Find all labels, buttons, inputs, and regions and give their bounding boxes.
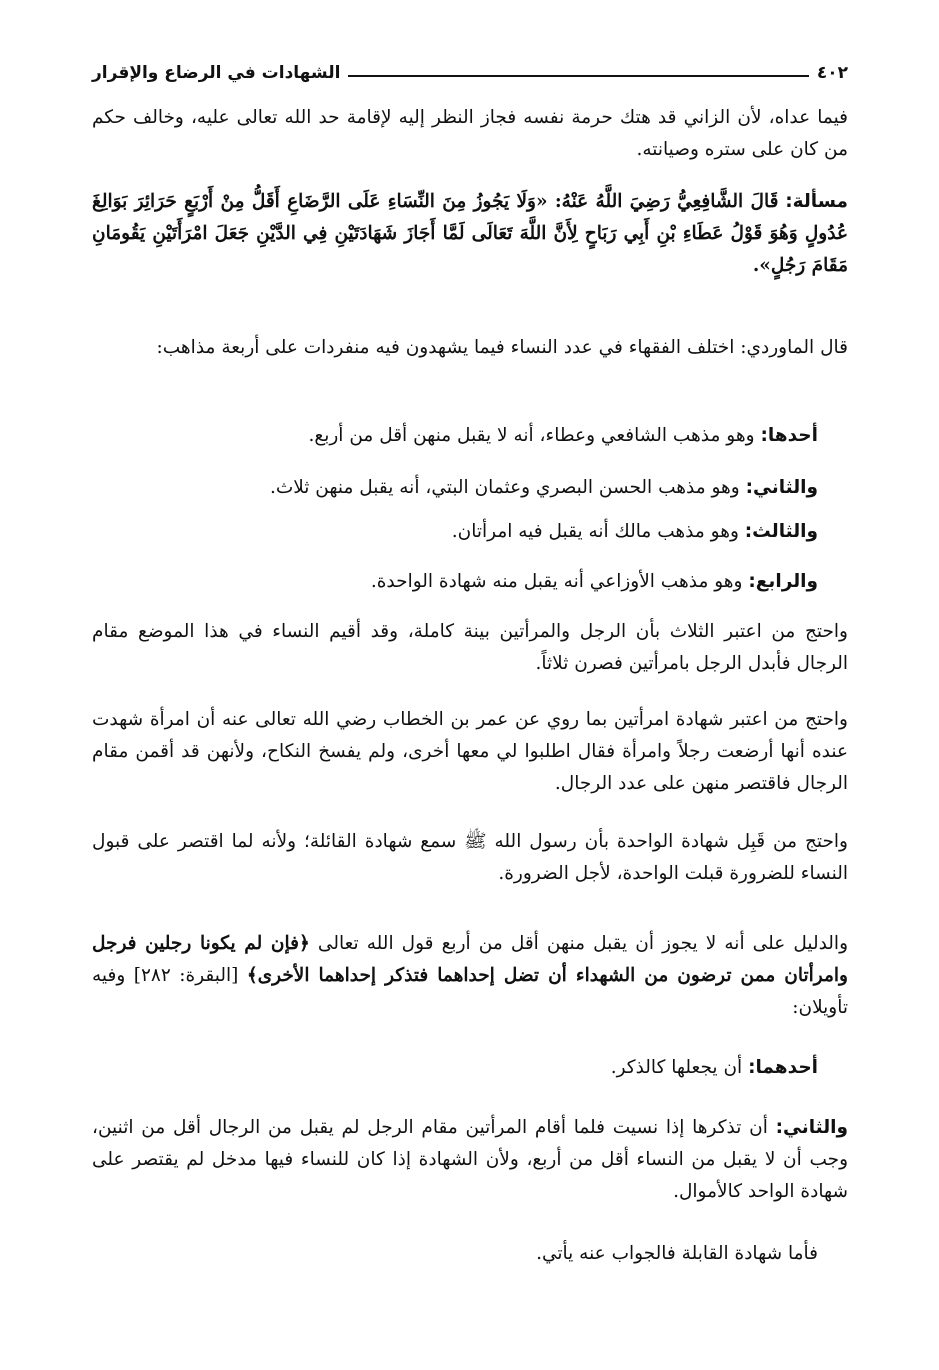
paragraph-text: قال الماوردي: اختلف الفقهاء في عدد النساء فيما يشهدون فيه منفردات على أربعة مذاهب: <box>156 337 848 358</box>
closing-paragraph <box>92 1238 818 1270</box>
header-rule <box>348 75 808 77</box>
madhhab-body: وهو مذهب الشافعي وعطاء، أنه لا يقبل منهن أقل من أربع. <box>308 425 755 446</box>
verse-reference: [البقرة: ٢٨٢] وفيه تأويلان: <box>92 965 848 1018</box>
madhhab-text <box>92 420 818 452</box>
running-title: الشهادات في الرضاع والإقرار <box>92 63 341 83</box>
masala-label: مسألة: <box>785 191 848 212</box>
masala-text <box>92 186 848 282</box>
paragraph-text: فأما شهادة القابلة فالجواب عنه يأتي. <box>536 1243 818 1264</box>
quran-verse: ﴿فإن لم يكونا رجلين فرجل وامرأتان ممن ترضون من الشهداء أن تضل إحداهما فتذكر إحداهما الأخرى﴾ <box>92 933 848 986</box>
paragraph-text: فيما عداه، لأن الزاني قد هتك حرمة نفسه فجاز النظر إليه لإقامة حد الله تعالى عليه، وخالف حكم من كان على ستره وصيانته. <box>92 107 848 160</box>
argument-three <box>92 616 848 680</box>
madhhab-label: والرابع: <box>748 571 818 592</box>
madhhab-3 <box>92 516 818 548</box>
madhhab-body: وهو مذهب الأوزاعي أنه يقبل منه شهادة الواحدة. <box>370 571 743 592</box>
interpretation-body: أن يجعلها كالذكر. <box>610 1057 743 1078</box>
madhhab-label: والثالث: <box>744 521 818 542</box>
page-header <box>92 58 848 88</box>
shafii-quote: قَالَ الشَّافِعِيُّ رَضِيَ اللَّهُ عَنْهُ: «وَلَا يَجُوزُ مِنَ النِّسَاءِ عَلَى الرَّضَاعِ أَقَلُّ مِنْ أَرْبَعٍ حَرَائِرَ بَوَالِغَ عُدُولٍ وَهُوَ قَوْلُ عَطَاءِ بْنِ أَبِي رَبَاحٍ لِأَنَّ اللَّهَ تَعَالَى لَمَّا أَجَازَ شَهَادَتَيْنِ فِي الدَّيْنِ جَعَلَ امْرَأَتَيْنِ يَقُومَانِ مَقَامَ رَجُلٍ». <box>92 191 848 276</box>
mawardi-paragraph <box>92 332 848 364</box>
argument-two <box>92 704 848 800</box>
interpretation-2 <box>92 1112 848 1208</box>
madhhab-1 <box>92 420 818 452</box>
interpretation-1 <box>92 1052 818 1084</box>
masala-paragraph <box>92 186 848 282</box>
madhhab-text <box>92 516 818 548</box>
madhhab-4 <box>92 566 818 598</box>
interpretation-body: أن تذكرها إذا نسيت فلما أقام المرأتين مقام الرجل لم يقبل من الرجال أقل من اثنين، وجب أن لا يقبل من النساء أقل من أربع، ولأن الشهادة إذا كان للنساء فيها مدخل لم يقتصر على شهادة الواحد كالأموال. <box>92 1117 848 1202</box>
interpretation-label: أحدهما: <box>748 1057 818 1078</box>
interpretation-label: والثاني: <box>775 1117 848 1138</box>
evidence-text <box>92 928 848 1024</box>
evidence-intro: والدليل على أنه لا يجوز أن يقبل منهن أقل من أربع قول الله تعالى <box>317 933 849 954</box>
paragraph-text: واحتج من قَبِل شهادة الواحدة بأن رسول الله ﷺ سمع شهادة القائلة؛ ولأنه لما اقتصر على قبول النساء للضرورة قبلت الواحدة، لأجل الضرورة. <box>92 831 848 884</box>
madhhab-body: وهو مذهب الحسن البصري وعثمان البتي، أنه يقبل منهن ثلاث. <box>269 477 740 498</box>
page-number: ٤٠٢ <box>816 63 848 83</box>
madhhab-body: وهو مذهب مالك أنه يقبل فيه امرأتان. <box>451 521 739 542</box>
madhhab-text <box>92 472 818 504</box>
paragraph-text: واحتج من اعتبر الثلاث بأن الرجل والمرأتين بينة كاملة، وقد أقيم النساء في هذا الموضع مقام الرجال فأبدل الرجل بامرأتين فصرن ثلاثاً. <box>92 621 848 674</box>
argument-one <box>92 826 848 890</box>
madhhab-2 <box>92 472 818 504</box>
madhhab-label: أحدها: <box>760 425 818 446</box>
madhhab-label: والثاني: <box>745 477 818 498</box>
paragraph-text: واحتج من اعتبر شهادة امرأتين بما روي عن عمر بن الخطاب رضي الله تعالى عنه أن امرأة شهدت عنده أنها أرضعت رجلاً وامرأة فقال اطلبوا لي معها أخرى، ولم يفسخ النكاح، ولأنهن قد أقمن مقام الرجال فاقتصر منهن على عدد الرجال. <box>92 709 848 794</box>
interpretation-text <box>92 1112 848 1208</box>
interpretation-text <box>92 1052 818 1084</box>
evidence-paragraph <box>92 928 848 1024</box>
madhhab-text <box>92 566 818 598</box>
paragraph-continuation <box>92 102 848 166</box>
